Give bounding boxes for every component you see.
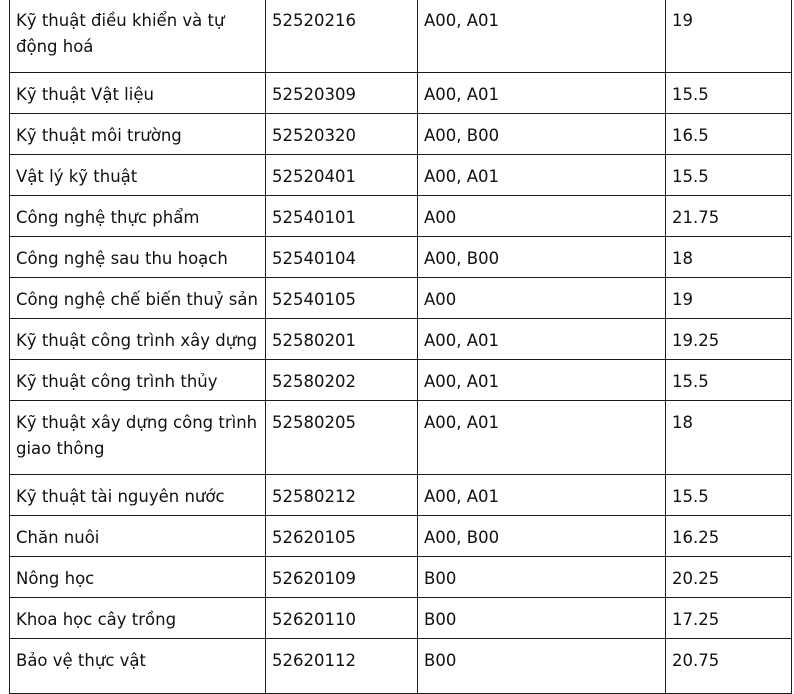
subject-group-cell: A00, A01 [418,319,666,360]
major-name-cell: Kỹ thuật điều khiển và tự động hoá [10,0,266,73]
major-name-cell: Kỹ thuật Vật liệu [10,73,266,114]
major-code-cell: 52520216 [266,0,418,73]
subject-group-cell: A00 [418,278,666,319]
major-name-cell: Kỹ thuật xây dựng công trình giao thông [10,401,266,475]
admission-score-table [9,0,792,694]
major-code-cell: 52520401 [266,155,418,196]
major-name-cell: Công nghệ chế biến thuỷ sản [10,278,266,319]
table-row [10,598,792,639]
score-cell: 17.25 [666,598,792,639]
score-cell: 20.25 [666,557,792,598]
score-cell: 20.75 [666,639,792,694]
subject-group-cell: A00, B00 [418,237,666,278]
major-code-cell: 52520320 [266,114,418,155]
subject-group-cell: A00 [418,196,666,237]
subject-group-cell: A00, A01 [418,73,666,114]
score-cell: 18 [666,237,792,278]
table-row [10,475,792,516]
subject-group-cell: A00, A01 [418,401,666,475]
table-row [10,73,792,114]
score-cell: 19 [666,0,792,73]
major-name-cell: Kỹ thuật tài nguyên nước [10,475,266,516]
score-cell: 15.5 [666,360,792,401]
major-code-cell: 52540105 [266,278,418,319]
subject-group-cell: B00 [418,598,666,639]
table-row [10,114,792,155]
major-code-cell: 52620112 [266,639,418,694]
major-name-cell: Chăn nuôi [10,516,266,557]
major-name-cell: Bảo vệ thực vật [10,639,266,694]
subject-group-cell: A00, A01 [418,475,666,516]
major-code-cell: 52620110 [266,598,418,639]
table-row [10,639,792,694]
score-cell: 19 [666,278,792,319]
major-name-cell: Khoa học cây trồng [10,598,266,639]
major-code-cell: 52620105 [266,516,418,557]
table-row [10,278,792,319]
table-row [10,516,792,557]
major-code-cell: 52580201 [266,319,418,360]
table-row [10,401,792,475]
table-row [10,557,792,598]
score-cell: 15.5 [666,73,792,114]
table-row [10,196,792,237]
major-code-cell: 52580202 [266,360,418,401]
subject-group-cell: A00, B00 [418,516,666,557]
subject-group-cell: A00, A01 [418,360,666,401]
major-code-cell: 52620109 [266,557,418,598]
score-cell: 15.5 [666,475,792,516]
score-cell: 19.25 [666,319,792,360]
table-row [10,237,792,278]
score-cell: 15.5 [666,155,792,196]
major-code-cell: 52540104 [266,237,418,278]
score-cell: 18 [666,401,792,475]
major-code-cell: 52520309 [266,73,418,114]
major-name-cell: Kỹ thuật công trình xây dựng [10,319,266,360]
score-cell: 16.25 [666,516,792,557]
table-row [10,0,792,73]
subject-group-cell: A00, A01 [418,0,666,73]
major-name-cell: Công nghệ thực phẩm [10,196,266,237]
major-name-cell: Vật lý kỹ thuật [10,155,266,196]
table-row [10,360,792,401]
score-cell: 16.5 [666,114,792,155]
major-name-cell: Công nghệ sau thu hoạch [10,237,266,278]
major-name-cell: Kỹ thuật công trình thủy [10,360,266,401]
major-code-cell: 52580212 [266,475,418,516]
subject-group-cell: B00 [418,557,666,598]
major-code-cell: 52580205 [266,401,418,475]
major-code-cell: 52540101 [266,196,418,237]
score-cell: 21.75 [666,196,792,237]
major-name-cell: Nông học [10,557,266,598]
table-row [10,319,792,360]
table-row [10,155,792,196]
subject-group-cell: B00 [418,639,666,694]
subject-group-cell: A00, A01 [418,155,666,196]
major-name-cell: Kỹ thuật môi trường [10,114,266,155]
subject-group-cell: A00, B00 [418,114,666,155]
